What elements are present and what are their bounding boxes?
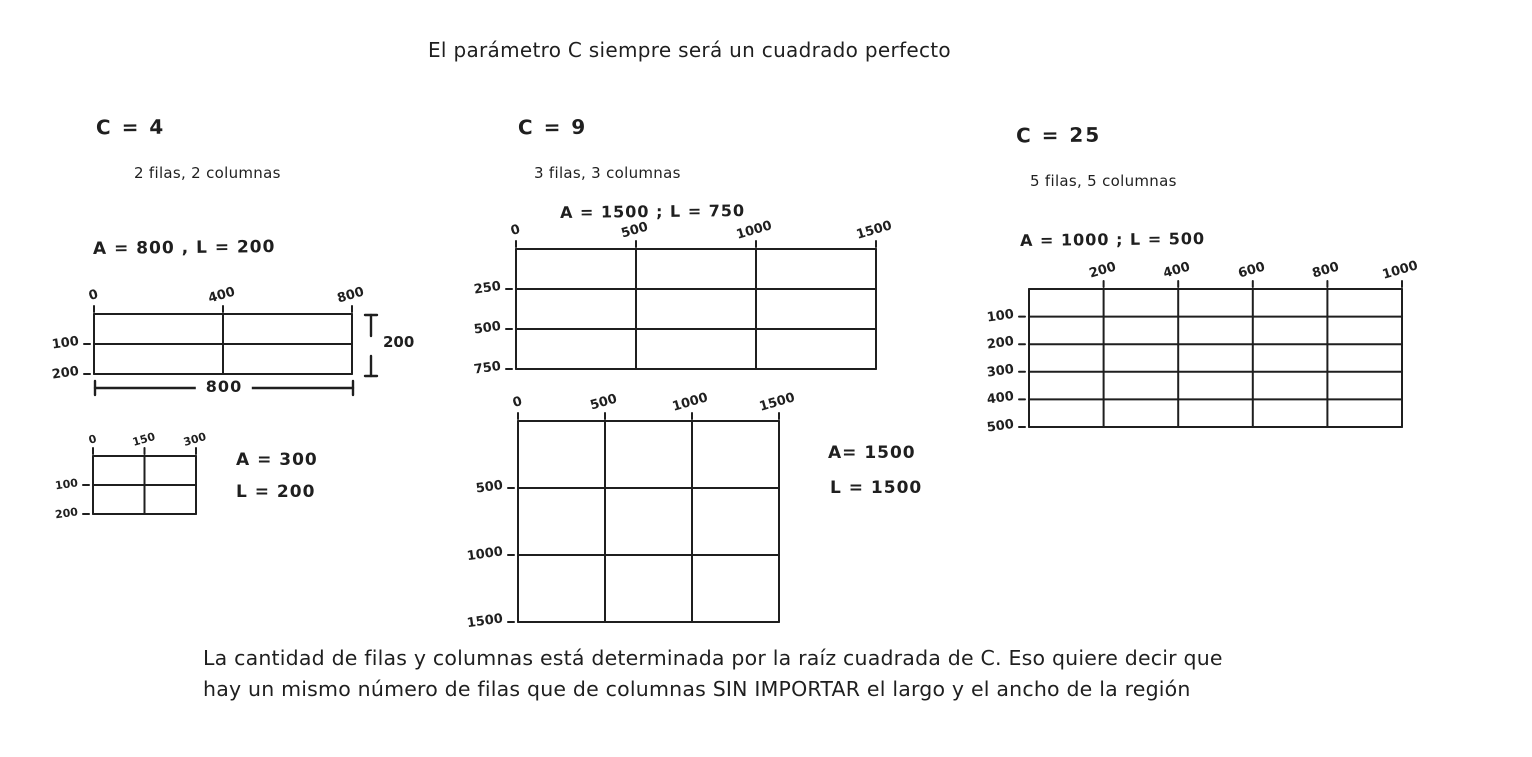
c4-small-grid-length-label: L = 200 <box>236 482 316 502</box>
c4-small-grid <box>54 430 208 522</box>
x-axis-tick-label: 800 <box>1310 259 1342 282</box>
x-axis-tick-label: 150 <box>130 430 157 449</box>
c4-width-dimension-bracket <box>92 376 356 397</box>
x-axis-tick-label: 500 <box>588 391 619 414</box>
diagram-title: El parámetro C siempre será un cuadrado perfecto <box>428 38 951 62</box>
x-axis-tick-label: 1000 <box>734 218 774 243</box>
footer-explanation-line2: hay un mismo número de filas que de columnas SIN IMPORTAR el largo y el ancho de la región <box>203 677 1191 701</box>
c25-rows-cols-note: 5 filas, 5 columnas <box>1030 172 1177 190</box>
c4-width-dimension-label: 800 <box>196 377 252 396</box>
c4-rows-cols-note: 2 filas, 2 columnas <box>134 164 281 182</box>
x-axis-tick-label: 600 <box>1236 259 1267 282</box>
c25-label: C = 25 <box>1015 122 1102 148</box>
x-axis-tick-label: 400 <box>1161 259 1192 282</box>
c9-lower-grid <box>465 390 797 632</box>
y-axis-tick-label: 200 <box>54 505 79 522</box>
c9-lower-grid-area-label: A= 1500 <box>828 443 916 463</box>
x-axis-tick-label: 500 <box>619 219 650 242</box>
x-axis-tick-label: 1000 <box>670 390 710 415</box>
x-axis-tick-label: 1500 <box>854 218 894 243</box>
c4-small-grid-area-label: A = 300 <box>236 450 318 470</box>
c4-main-grid <box>50 284 366 383</box>
y-axis-tick-label: 100 <box>54 476 79 493</box>
x-axis-tick-label: 1000 <box>1380 258 1420 283</box>
y-axis-tick-label: 1500 <box>465 611 504 632</box>
y-axis-tick-label: 500 <box>472 318 502 338</box>
x-axis-tick-label: 0 <box>87 432 99 447</box>
c9-lower-grid-length-label: L = 1500 <box>830 478 923 498</box>
c4-dimensions-label: A = 800 , L = 200 <box>92 237 276 259</box>
y-axis-tick-label: 300 <box>985 361 1015 381</box>
y-axis-tick-label: 100 <box>985 306 1015 326</box>
y-axis-tick-label: 100 <box>50 333 80 353</box>
c4-height-dimension-label: 200 <box>383 333 415 351</box>
x-axis-tick-label: 0 <box>509 222 522 239</box>
x-axis-tick-label: 200 <box>1087 259 1118 282</box>
c25-dimensions-label: A = 1000 ; L = 500 <box>1019 229 1206 250</box>
footer-explanation-line1: La cantidad de filas y columnas está determinada por la raíz cuadrada de C. Eso quiere decir que <box>203 646 1223 670</box>
y-axis-tick-label: 750 <box>472 358 502 378</box>
y-axis-tick-label: 200 <box>985 334 1015 353</box>
c9-label: C = 9 <box>517 114 588 140</box>
x-axis-tick-label: 0 <box>511 394 524 411</box>
c4-label: C = 4 <box>95 114 166 140</box>
x-axis-tick-label: 1500 <box>757 390 797 415</box>
c9-dimensions-label: A = 1500 ; L = 750 <box>559 201 746 222</box>
c4-height-dimension-bracket <box>362 310 380 380</box>
c25-grid <box>985 258 1420 436</box>
x-axis-tick-label: 300 <box>182 430 208 449</box>
c9-upper-grid <box>472 218 894 378</box>
y-axis-tick-label: 500 <box>474 477 504 497</box>
x-axis-tick-label: 0 <box>87 287 100 304</box>
y-axis-tick-label: 250 <box>472 278 502 298</box>
c9-rows-cols-note: 3 filas, 3 columnas <box>534 164 681 182</box>
y-axis-tick-label: 1000 <box>465 544 504 565</box>
y-axis-tick-label: 400 <box>985 389 1015 408</box>
y-axis-tick-label: 500 <box>985 416 1015 436</box>
x-axis-tick-label: 400 <box>206 284 237 307</box>
y-axis-tick-label: 200 <box>50 363 80 383</box>
x-axis-tick-label: 800 <box>335 284 366 307</box>
